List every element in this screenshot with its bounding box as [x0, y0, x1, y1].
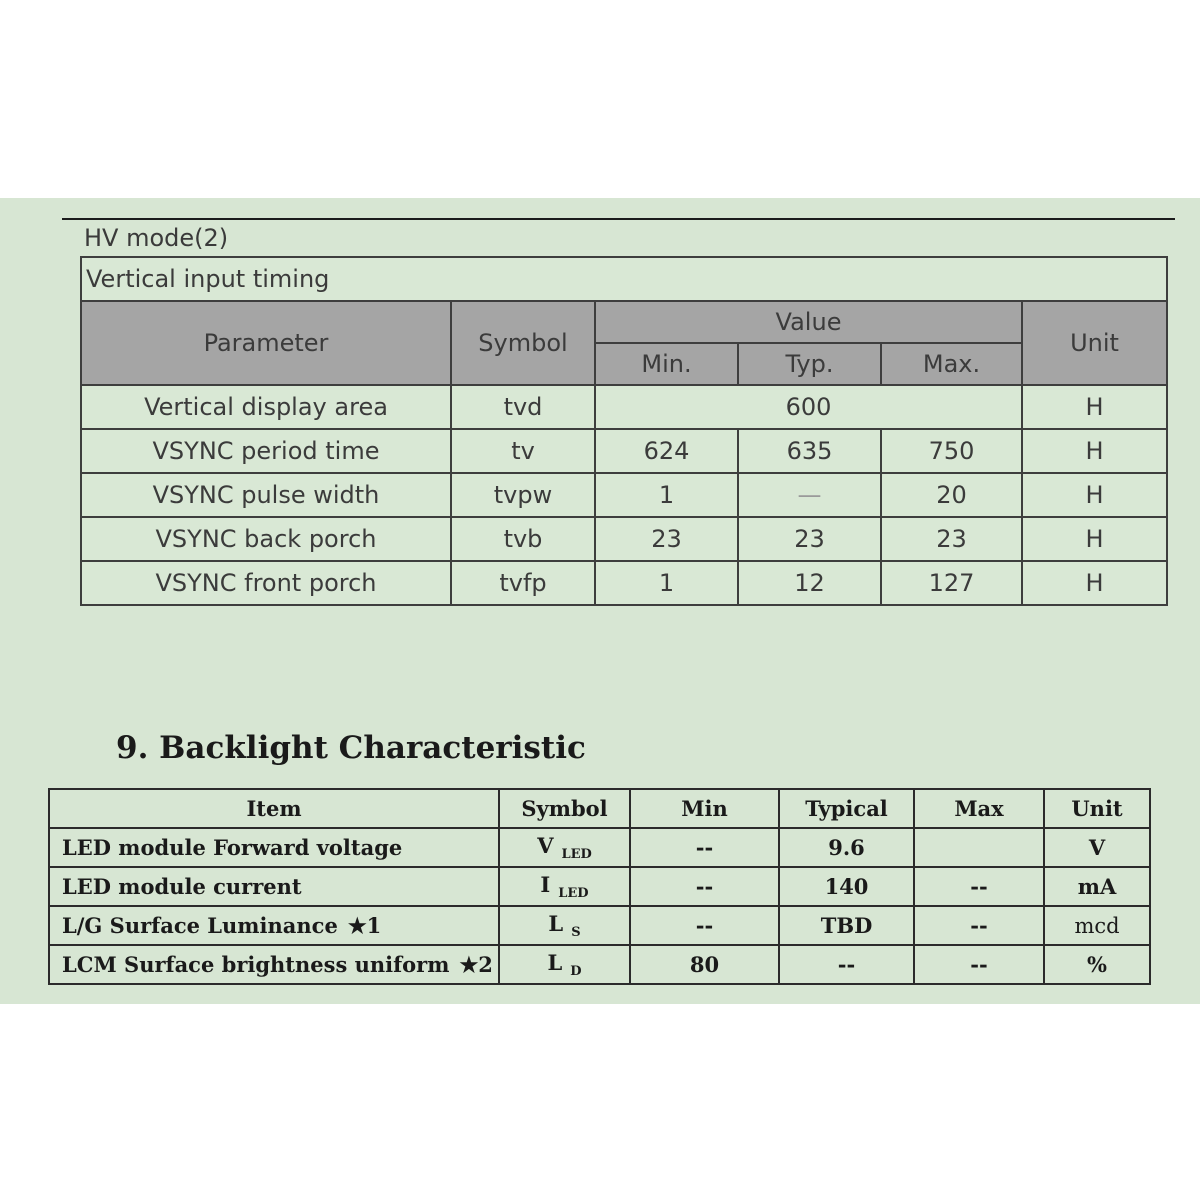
cell-min: -- — [630, 828, 779, 867]
symbol-subscript: D — [570, 964, 582, 979]
header-unit: Unit — [1044, 789, 1150, 828]
cell-symbol: tvb — [451, 517, 595, 561]
cell-max: 23 — [881, 517, 1022, 561]
backlight-table — [48, 788, 1151, 985]
header-symbol: Symbol — [451, 301, 595, 385]
cell-symbol: tvfp — [451, 561, 595, 605]
cell-item — [49, 945, 499, 984]
header-symbol: Symbol — [499, 789, 630, 828]
cell-max: 127 — [881, 561, 1022, 605]
table-row — [81, 385, 1167, 429]
cell-min: 80 — [630, 945, 779, 984]
symbol-main: L — [547, 950, 563, 975]
table-row — [81, 429, 1167, 473]
item-label: LCM Surface brightness uniform — [62, 952, 450, 977]
header-min: Min. — [595, 343, 738, 385]
cell-max: -- — [914, 945, 1044, 984]
cell-max: -- — [914, 906, 1044, 945]
table-row — [49, 945, 1150, 984]
cell-max — [914, 828, 1044, 867]
table-row — [81, 517, 1167, 561]
vertical-timing-table — [80, 256, 1168, 606]
mode-title: HV mode(2) — [84, 224, 229, 252]
cell-value-merged: 600 — [595, 385, 1022, 429]
cell-typical: 9.6 — [779, 828, 914, 867]
cell-typ: — — [738, 473, 881, 517]
cell-unit: mcd — [1044, 906, 1150, 945]
table-row — [49, 828, 1150, 867]
cell-typ: 23 — [738, 517, 881, 561]
cell-min: -- — [630, 906, 779, 945]
table-row — [81, 473, 1167, 517]
cell-unit: mA — [1044, 867, 1150, 906]
header-parameter: Parameter — [81, 301, 451, 385]
cell-unit: H — [1022, 385, 1167, 429]
header-max: Max — [914, 789, 1044, 828]
symbol-subscript: LED — [561, 847, 592, 862]
table-row — [49, 906, 1150, 945]
star-icon: ★2 — [459, 952, 493, 977]
header-max: Max. — [881, 343, 1022, 385]
cell-unit: H — [1022, 473, 1167, 517]
cell-symbol: tvd — [451, 385, 595, 429]
document-panel — [0, 198, 1200, 1004]
item-label: LED module Forward voltage — [62, 835, 403, 860]
table-caption: Vertical input timing — [81, 257, 1167, 301]
cell-typ: 12 — [738, 561, 881, 605]
cell-symbol: tvpw — [451, 473, 595, 517]
cell-max: 20 — [881, 473, 1022, 517]
top-rule — [62, 218, 1175, 220]
cell-min: 1 — [595, 473, 738, 517]
cell-unit: H — [1022, 517, 1167, 561]
symbol-subscript: LED — [558, 886, 589, 901]
cell-min: 624 — [595, 429, 738, 473]
cell-parameter: VSYNC back porch — [81, 517, 451, 561]
cell-min: -- — [630, 867, 779, 906]
cell-parameter: VSYNC pulse width — [81, 473, 451, 517]
star-icon: ★1 — [347, 913, 382, 938]
symbol-main: I — [540, 872, 551, 897]
cell-unit: H — [1022, 561, 1167, 605]
cell-max: 750 — [881, 429, 1022, 473]
header-item: Item — [49, 789, 499, 828]
cell-unit: V — [1044, 828, 1150, 867]
symbol-main: L — [548, 911, 564, 936]
cell-symbol — [499, 828, 630, 867]
cell-symbol: tv — [451, 429, 595, 473]
header-min: Min — [630, 789, 779, 828]
header-typical: Typical — [779, 789, 914, 828]
cell-parameter: Vertical display area — [81, 385, 451, 429]
cell-symbol — [499, 867, 630, 906]
header-unit: Unit — [1022, 301, 1167, 385]
cell-parameter: VSYNC period time — [81, 429, 451, 473]
symbol-main: V — [537, 833, 554, 858]
cell-max: -- — [914, 867, 1044, 906]
cell-min: 1 — [595, 561, 738, 605]
cell-unit: % — [1044, 945, 1150, 984]
cell-item — [49, 828, 499, 867]
item-label: LED module current — [62, 874, 302, 899]
cell-parameter: VSYNC front porch — [81, 561, 451, 605]
item-label: L/G Surface Luminance — [62, 913, 338, 938]
cell-typical: -- — [779, 945, 914, 984]
cell-item — [49, 906, 499, 945]
symbol-subscript: S — [571, 925, 581, 940]
cell-unit: H — [1022, 429, 1167, 473]
cell-typ: 635 — [738, 429, 881, 473]
section-heading: 9. Backlight Characteristic — [116, 730, 586, 766]
header-value: Value — [595, 301, 1022, 343]
cell-symbol — [499, 906, 630, 945]
header-typ: Typ. — [738, 343, 881, 385]
cell-typical: TBD — [779, 906, 914, 945]
cell-symbol — [499, 945, 630, 984]
cell-min: 23 — [595, 517, 738, 561]
table-row — [81, 561, 1167, 605]
cell-typical: 140 — [779, 867, 914, 906]
cell-item — [49, 867, 499, 906]
table-row — [49, 867, 1150, 906]
